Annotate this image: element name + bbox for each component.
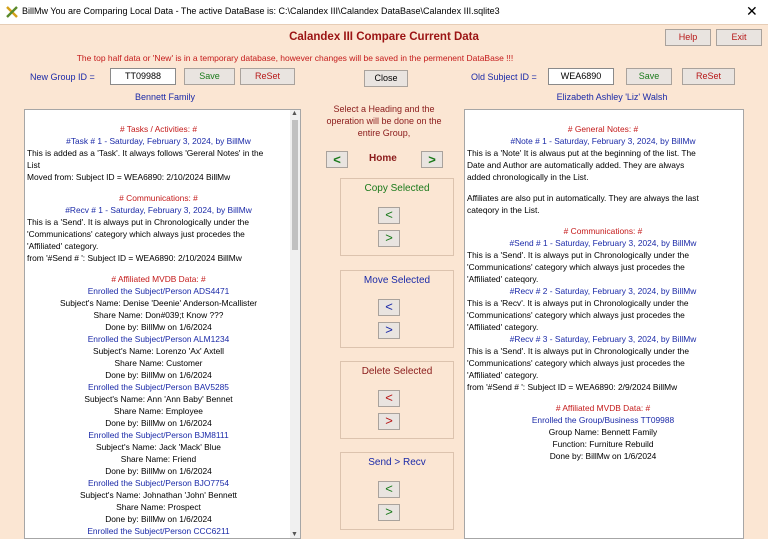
list-line: Enrolled the Subject/Person BJM8111 bbox=[88, 430, 229, 440]
delete-selected-label: Delete Selected bbox=[361, 366, 433, 377]
list-line: Enrolled the Group/Business TT09988 bbox=[531, 415, 675, 425]
list-line: #Send # 1 - Saturday, February 3, 2024, by BillMw bbox=[509, 238, 697, 248]
list-line: 'Communications' category which always just procedes the bbox=[467, 262, 685, 272]
list-line: This is added as a 'Task'. It always follows 'Gereral Notes' in the bbox=[27, 148, 264, 158]
scroll-thumb[interactable] bbox=[292, 120, 298, 250]
right-save-button[interactable]: Save bbox=[626, 68, 672, 85]
send-recv-group bbox=[340, 452, 454, 530]
list-line: Share Name: Customer bbox=[114, 358, 203, 368]
left-reset-button[interactable]: ReSet bbox=[240, 68, 295, 85]
list-line: This is a 'Send'. It is always put in Chronologically under the bbox=[467, 346, 689, 356]
move-left-button[interactable]: < bbox=[378, 299, 400, 316]
list-line: Subject's Name: Johnathan 'John' Bennett bbox=[79, 490, 238, 500]
list-line: 'Communications' category which always just procedes the bbox=[27, 229, 245, 239]
send-left-button[interactable]: < bbox=[378, 481, 400, 498]
delete-left-button[interactable]: < bbox=[378, 390, 400, 407]
move-selected-group bbox=[340, 270, 454, 348]
page-title: Calandex III Compare Current Data bbox=[289, 31, 479, 43]
list-line: Share Name: Prospect bbox=[116, 502, 201, 512]
list-line: # Affiliated MVDB Data: # bbox=[111, 274, 206, 284]
list-line: Share Name: Don#039;t Know ??? bbox=[93, 310, 224, 320]
copy-selected-group bbox=[340, 178, 454, 256]
move-right-button[interactable]: > bbox=[378, 322, 400, 339]
new-group-id-input[interactable]: TT09988 bbox=[110, 68, 176, 85]
list-line: #Task # 1 - Saturday, February 3, 2024, by BillMw bbox=[66, 136, 251, 146]
list-line: Done by: BillMw on 1/6/2024 bbox=[105, 370, 212, 380]
list-line: #Recv # 1 - Saturday, February 3, 2024, by BillMw bbox=[65, 205, 252, 215]
list-line: Done by: BillMw on 1/6/2024 bbox=[549, 451, 657, 461]
next-record-button[interactable]: > bbox=[421, 151, 443, 168]
list-line: 'Communications' category which always just procedes the bbox=[467, 358, 685, 368]
list-line: This is a 'Recv'. It is always put in Chronologically under the bbox=[467, 298, 689, 308]
list-line: #Note # 1 - Saturday, February 3, 2024, by BillMw bbox=[510, 136, 696, 146]
window-close-icon[interactable]: ✕ bbox=[746, 3, 758, 19]
spacer bbox=[27, 264, 290, 273]
list-line: Subject's Name: Lorenzo 'Ax' Axtell bbox=[93, 346, 224, 356]
delete-right-button[interactable]: > bbox=[378, 413, 400, 430]
list-line: 'Affiliated' cateqory. bbox=[467, 274, 539, 284]
app-icon bbox=[6, 6, 18, 18]
new-group-id-label: New Group ID = bbox=[30, 72, 95, 82]
list-line: # Communications: # bbox=[563, 226, 643, 236]
spacer bbox=[467, 183, 739, 192]
list-line: Enrolled the Subject/Person ADS4471 bbox=[87, 286, 230, 296]
spacer bbox=[27, 183, 290, 192]
spacer bbox=[467, 216, 739, 225]
list-line: Group Name: Bennett Family bbox=[548, 427, 658, 437]
list-line: added chronologically in the List. bbox=[467, 172, 589, 182]
list-line: Moved from: Subject ID = WEA6890: 2/10/2024 BillMw bbox=[27, 172, 231, 182]
list-line: Subject's Name: Ann 'Ann Baby' Bennet bbox=[84, 394, 233, 404]
copy-selected-label: Copy Selected bbox=[364, 183, 430, 194]
list-line: Enrolled the Subject/Person ALM1234 bbox=[87, 334, 230, 344]
list-line: #Recv # 2 - Saturday, February 3, 2024, by BillMw bbox=[509, 286, 697, 296]
window-title: BillMw You are Comparing Local Data - The active DataBase is: C:\Calandex III\Calandex DataBase\Calandex III.sqlite3 bbox=[22, 6, 500, 16]
list-line: Share Name: Employee bbox=[114, 406, 203, 416]
right-data-list[interactable] bbox=[464, 109, 744, 539]
delete-selected-group bbox=[340, 361, 454, 439]
list-line: Done by: BillMw on 1/6/2024 bbox=[105, 418, 212, 428]
list-line: 'Affiliated' category. bbox=[27, 241, 99, 251]
old-subject-id-input[interactable]: WEA6890 bbox=[548, 68, 614, 85]
close-button[interactable]: Close bbox=[364, 70, 408, 87]
prev-record-button[interactable]: < bbox=[326, 151, 348, 168]
list-line: #Recv # 3 - Saturday, February 3, 2024, by BillMw bbox=[509, 334, 697, 344]
right-reset-button[interactable]: ReSet bbox=[682, 68, 735, 85]
list-line: 'Affiliated' category. bbox=[467, 322, 539, 332]
send-right-button[interactable]: > bbox=[378, 504, 400, 521]
home-label[interactable]: Home bbox=[369, 153, 397, 164]
list-line: 'Communications' category which always just procedes the bbox=[467, 310, 685, 320]
list-line: This is a 'Note' It is alwaus put at the beginning of the list. The bbox=[467, 148, 696, 158]
list-line: # General Notes: # bbox=[567, 124, 639, 134]
list-line: List bbox=[27, 160, 41, 170]
list-line: Date and Author are automatically added. They are always bbox=[467, 160, 685, 170]
left-save-button[interactable]: Save bbox=[184, 68, 235, 85]
left-scrollbar[interactable] bbox=[290, 110, 300, 538]
list-line: Share Name: Friend bbox=[120, 454, 197, 464]
scroll-down-icon[interactable]: ▼ bbox=[291, 531, 298, 538]
list-line: # Communications: # bbox=[119, 193, 198, 203]
list-line: Enrolled the Subject/Person BAV5285 bbox=[88, 382, 229, 392]
left-entity-name: Bennett Family bbox=[134, 92, 196, 102]
warning-text: The top half data or 'New' is in a temporary database, however changes will be saved in the permenent DataBase !!! bbox=[76, 53, 514, 63]
list-line: Subject's Name: Denise 'Deenie' Anderson-Mcallister bbox=[59, 298, 258, 308]
spacer bbox=[467, 393, 739, 402]
copy-left-button[interactable]: < bbox=[378, 207, 400, 224]
list-line: from '#Send # ': Subject ID = WEA6890: 2/9/2024 BillMw bbox=[467, 382, 678, 392]
list-line: This is a 'Send'. It is always put in Chronologically under the bbox=[467, 250, 689, 260]
list-line: Enrolled the Subject/Person CCC6211 bbox=[87, 526, 230, 536]
scroll-up-icon[interactable]: ▲ bbox=[291, 110, 298, 117]
old-subject-id-label: Old Subject ID = bbox=[471, 72, 537, 82]
window-title-bar bbox=[0, 0, 768, 25]
list-line: Done by: BillMw on 1/6/2024 bbox=[105, 466, 212, 476]
list-line: cateqory in the List. bbox=[467, 205, 540, 215]
list-line: Enrolled the Subject/Person BJO7754 bbox=[87, 478, 230, 488]
right-entity-name: Elizabeth Ashley 'Liz' Walsh bbox=[556, 92, 668, 102]
list-line: 'Affiliated' category. bbox=[467, 370, 539, 380]
left-data-list[interactable] bbox=[24, 109, 301, 539]
list-line: from '#Send # ': Subject ID = WEA6890: 2/10/2024 BillMw bbox=[27, 253, 242, 263]
list-line: Subject's Name: Jack 'Mack' Blue bbox=[96, 442, 221, 452]
list-line: # Affiliated MVDB Data: # bbox=[555, 403, 651, 413]
help-button[interactable]: Help bbox=[665, 29, 711, 46]
move-selected-label: Move Selected bbox=[363, 275, 431, 286]
list-line: Affiliates are also put in automatically. They are always the last bbox=[467, 193, 699, 203]
send-recv-label: Send > Recv bbox=[368, 457, 426, 468]
list-line: # Tasks / Activities: # bbox=[119, 124, 198, 134]
list-line: Done by: BillMw on 1/6/2024 bbox=[105, 514, 212, 524]
list-line: Function: Furniture Rebuild bbox=[552, 439, 654, 449]
list-line: This is a 'Send'. It is always put in Chronologically under the bbox=[27, 217, 249, 227]
instruction-text: Select a Heading and the operation will be done on the entire Group, bbox=[326, 104, 442, 138]
copy-right-button[interactable]: > bbox=[378, 230, 400, 247]
exit-button[interactable]: Exit bbox=[716, 29, 762, 46]
list-line: Done by: BillMw on 1/6/2024 bbox=[105, 322, 212, 332]
